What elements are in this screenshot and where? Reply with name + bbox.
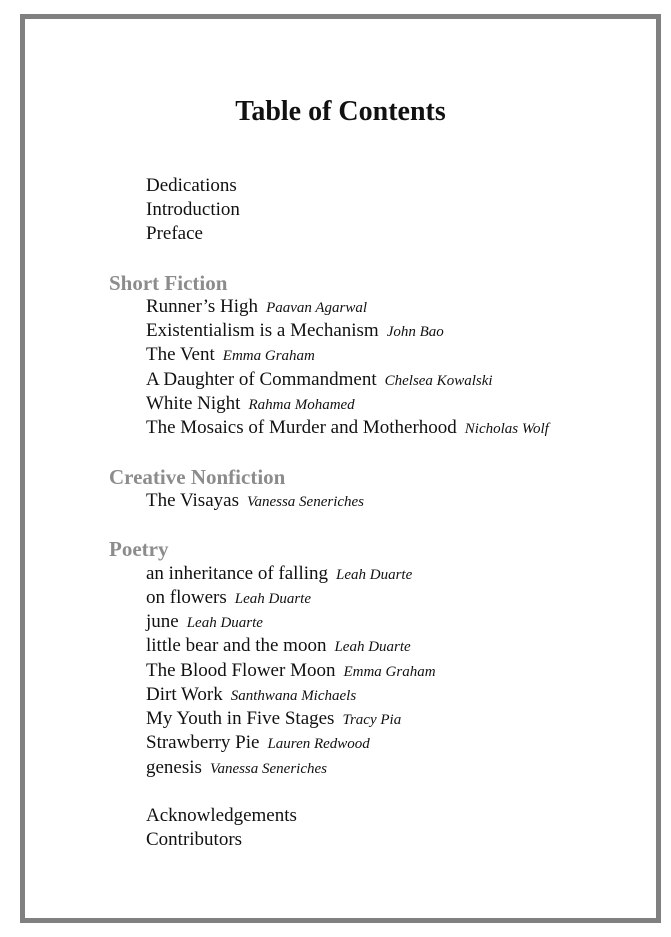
entry-author: Chelsea Kowalski [384, 372, 493, 389]
toc-entry-preface[interactable]: Preface [146, 223, 203, 244]
table-of-contents [25, 174, 656, 853]
toc-entry[interactable] [25, 707, 656, 731]
toc-entry[interactable] [25, 731, 656, 755]
toc-entry[interactable] [25, 343, 656, 367]
toc-entry[interactable] [25, 659, 656, 683]
section-heading-short-fiction: Short Fiction [109, 270, 228, 295]
toc-entry[interactable] [25, 392, 656, 416]
toc-entry[interactable] [25, 368, 656, 392]
entry-title: Dirt Work [146, 683, 223, 705]
toc-entry[interactable] [25, 634, 656, 658]
entry-title: genesis [146, 756, 202, 778]
spacer [25, 440, 656, 464]
toc-entry-introduction[interactable]: Introduction [146, 198, 240, 220]
entry-title: Existentialism is a Mechanism [146, 320, 379, 341]
section-heading-creative-nonfiction: Creative Nonfiction [109, 464, 286, 489]
toc-entry[interactable] [25, 416, 656, 440]
entry-title: little bear and the moon [146, 635, 327, 657]
toc-entry[interactable] [25, 489, 656, 513]
entry-author: Leah Duarte [186, 615, 263, 631]
entry-author: Rahma Mohamed [248, 396, 355, 413]
spacer [25, 513, 656, 537]
toc-entry[interactable] [25, 319, 656, 343]
entry-author: John Bao [386, 324, 444, 340]
page-frame [20, 14, 661, 923]
entry-author: Nicholas Wolf [464, 421, 549, 437]
toc-entry[interactable] [25, 586, 656, 610]
entry-title: A Daughter of Commandment [146, 368, 377, 390]
entry-title: The Blood Flower Moon [146, 659, 336, 681]
toc-entry[interactable] [25, 610, 656, 634]
entry-author: Leah Duarte [234, 590, 311, 607]
toc-entry[interactable] [25, 562, 656, 586]
toc-entry[interactable] [25, 756, 656, 780]
entry-author: Emma Graham [222, 348, 315, 365]
toc-entry-acknowledgements[interactable]: Acknowledgements [146, 805, 297, 826]
entry-author: Leah Duarte [336, 566, 413, 583]
entry-title: on flowers [146, 586, 227, 608]
entry-author: Lauren Redwood [267, 736, 370, 753]
entry-author: Tracy Pia [342, 712, 402, 728]
toc-entry-contributors[interactable]: Contributors [146, 829, 243, 851]
entry-author: Paavan Agarwal [266, 299, 368, 316]
spacer [25, 246, 656, 270]
entry-author: Vanessa Seneriches [209, 760, 327, 777]
entry-title: The Mosaics of Murder and Motherhood [146, 417, 457, 438]
spacer [25, 780, 656, 804]
entry-title: My Youth in Five Stages [146, 708, 335, 729]
entry-title: Strawberry Pie [146, 732, 260, 754]
entry-title: an inheritance of falling [146, 562, 329, 584]
page-title: Table of Contents [235, 96, 446, 127]
entry-author: Vanessa Seneriches [246, 493, 365, 510]
entry-title: The Vent [146, 344, 215, 366]
toc-entry-dedications[interactable]: Dedications [146, 174, 237, 196]
entry-author: Santhwana Michaels [230, 687, 357, 704]
toc-entry[interactable] [25, 295, 656, 319]
toc-entry[interactable] [25, 683, 656, 707]
entry-title: White Night [146, 392, 241, 414]
entry-title: Runner’s High [146, 295, 259, 317]
entry-author: Leah Duarte [334, 639, 411, 656]
entry-title: The Visayas [146, 489, 239, 511]
section-heading-poetry: Poetry [109, 537, 169, 562]
entry-title: june [146, 611, 179, 632]
entry-author: Emma Graham [343, 663, 436, 680]
